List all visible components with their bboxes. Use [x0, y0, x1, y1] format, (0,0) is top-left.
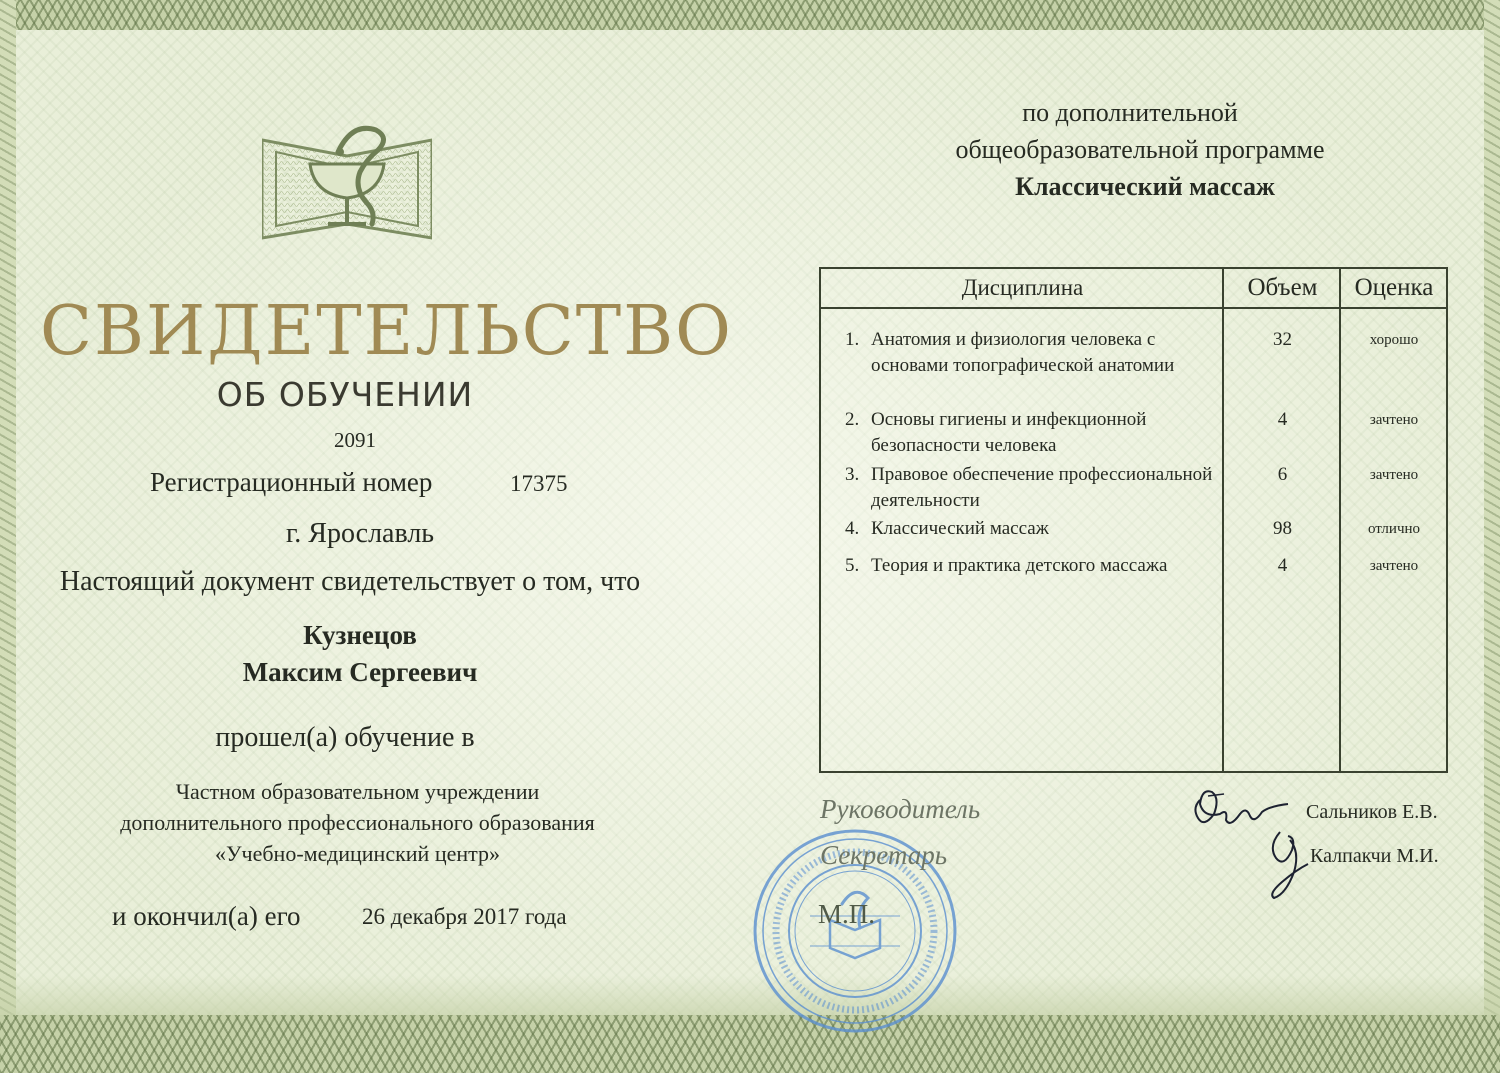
header-volume: Объем	[1224, 269, 1341, 309]
finished-date: 26 декабря 2017 года	[362, 904, 567, 929]
finished-label: и окончил(а) его	[112, 901, 301, 931]
program-line: общеобразовательной программе	[955, 135, 1325, 164]
discipline-volume: 4	[1277, 555, 1288, 576]
guilloche-border-top	[0, 0, 1500, 30]
row-number: 1.	[845, 329, 860, 350]
guilloche-fade	[0, 975, 1500, 1015]
row-number: 5.	[845, 555, 860, 576]
head-name: Сальников Е.В.	[1306, 801, 1438, 823]
recipient-given-names: Максим Сергеевич	[242, 657, 478, 687]
guilloche-border-left	[0, 0, 16, 1073]
medical-emblem-icon	[262, 112, 432, 240]
row-number: 4.	[845, 518, 860, 539]
discipline-grade: зачтено	[1369, 558, 1419, 574]
discipline-volume: 98	[1273, 518, 1292, 539]
certificate-title: СВИДЕТЕЛЬСТВО	[40, 292, 733, 371]
header-grade: Оценка	[1341, 269, 1447, 309]
discipline-name: Анатомия и физиология человека с основами топографической анатомии	[871, 329, 1175, 376]
program-name: Классический массаж	[1015, 172, 1275, 201]
recipient-surname: Кузнецов	[303, 620, 417, 650]
institution-line: дополнительного профессионального образования	[120, 810, 595, 835]
secretary-signature	[1264, 828, 1314, 900]
registration-label: Регистрационный номер	[150, 467, 433, 497]
secretary-title: Секретарь	[820, 840, 948, 870]
certificate-subtitle: ОБ ОБУЧЕНИИ	[216, 375, 474, 414]
secretary-name: Калпакчи М.И.	[1310, 845, 1439, 867]
row-number: 2.	[845, 409, 860, 430]
head-title: Руководитель	[820, 794, 981, 824]
discipline-name: Теория и практика детского массажа	[871, 555, 1168, 576]
discipline-name: Основы гигиены и инфекционной безопасности человека	[871, 409, 1147, 456]
discipline-volume: 4	[1277, 409, 1288, 430]
grades-table	[819, 267, 1448, 773]
trained-text: прошел(а) обучение в	[215, 722, 475, 753]
discipline-grade: зачтено	[1369, 467, 1419, 483]
discipline-grade: отлично	[1367, 521, 1421, 537]
program-line: по дополнительной	[1022, 98, 1238, 127]
header-discipline: Дисциплина	[821, 269, 1224, 309]
discipline-volume: 6	[1277, 464, 1288, 485]
city: г. Ярославль	[285, 518, 435, 549]
discipline-name: Классический массаж	[871, 518, 1049, 539]
seal-place-label: М.П.	[818, 899, 876, 929]
discipline-name: Правовое обеспечение профессиональной деятельности	[871, 464, 1213, 511]
institution-line: «Учебно-медицинский центр»	[214, 841, 501, 866]
registration-number: 17375	[510, 471, 568, 496]
row-number: 3.	[845, 464, 860, 485]
statement-text: Настоящий документ свидетельствует о том, что	[59, 566, 641, 597]
discipline-grade: хорошо	[1369, 332, 1419, 348]
discipline-volume: 32	[1273, 329, 1292, 350]
guilloche-border-right	[1484, 0, 1500, 1073]
discipline-grade: зачтено	[1369, 412, 1419, 428]
head-signature	[1190, 784, 1290, 834]
document-number: 2091	[334, 428, 376, 452]
institution-line: Частном образовательном учреждении	[175, 779, 540, 804]
guilloche-border-bottom	[0, 1015, 1500, 1073]
